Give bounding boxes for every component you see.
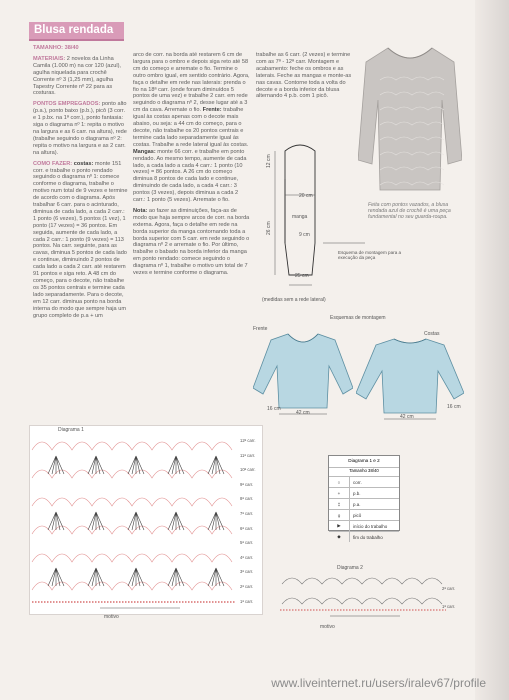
diagram-legend: [328, 455, 400, 540]
single-crochet-icon: +: [329, 488, 350, 498]
legend-row: + p.b.: [329, 487, 399, 498]
row-label: 1ª carr.: [442, 604, 456, 609]
blouse-photo: [358, 40, 462, 200]
diagram-1-motivo: motivo: [104, 614, 119, 620]
diagram-1-row-labels: [240, 434, 270, 609]
legend-row: ○ corr.: [329, 476, 399, 487]
row-label: 7ª carr.: [240, 510, 254, 516]
front-width-label: 42 cm: [296, 410, 310, 416]
row-label: 1ª carr.: [240, 598, 254, 604]
row-label: 8ª carr.: [240, 496, 254, 502]
row-label: 3ª carr.: [240, 569, 254, 575]
size-label: TAMANHO: 38/40: [33, 45, 79, 51]
legend-row: ‡ p.a.: [329, 498, 399, 509]
picot-icon: ǫ: [329, 510, 350, 520]
start-arrow-icon: ▶: [329, 521, 350, 531]
legend-row: ◆ fim do trabalho: [329, 531, 399, 542]
diagram-2-title: Diagrama 2: [337, 565, 363, 571]
assembly-title: Esquemas de montagem: [330, 315, 386, 321]
dim-label-20cm: 20 cm: [299, 193, 313, 199]
materials-block: MATERIAIS: 2 novelos da Linha Camila (1.000 m) na cor 120 (azul), agulha niquelada para crochê Corrente nº 3 (1,25 mm), agulha Tapestry Corrente nº 22 para as costuras.: [33, 55, 121, 97]
back-sleeve-width-label: 16 cm: [447, 404, 461, 410]
column-2: [133, 52, 251, 281]
col2-text: arco de corr. na borda até restarem 6 cm de largura para o ombro e depois siga reto até 58 cm do começo e arremate o fio. Termine o outro ombro igual, em sentido contrário. Agora, faça o detalhe em rede nas laterais: prenda o fio na 18ª carr. (onde foram diminuídos 5 pontos de uma vez) e trabalhe 2 carr. em rede seguindo o diagrama nº 2, desse lugar até a 3 cm da cava. Arremate o fio. Frente: trabalhe igual às costas apenas com o decote mais abaixo, ou seja: a 44 cm do começo, para o decote, não trabalhe os 20 pontos centrais e termine cada lado separadamente igual às costas. Trabalhe a rede lateral igual às costas. Mangas: monte 66 corr. e trabalhe em ponto rendado. Ao mesmo tempo, aumente de cada lado, a cada lado a cada 4 carr.: 1 ponto (10 vezes) = 86 pontos. A 26 cm do começo diminua 8 pontos de cada lado e continue, diminuindo de cada lado, a cada 4 carr.: 3 pontos (3 vezes), depois diminua a cada 2 carr.: 1 ponto (5 vezes). Arremate o fio.: [133, 52, 250, 204]
row-label: 11ª carr.: [240, 452, 256, 458]
diagram-2-row-labels: [442, 580, 468, 616]
col2-note: Nota: ao fazer as diminuições, faça-as de modo que haja sempre arcos de corr. na borda externa. Agora, faça o detalhe em rede na borda superior da manga contornando toda a borda superior com 5 carr. em rede seguindo o diagrama nº 2 e arremate o fio. Por último, trabalhe o babado na borda inferior da manga em ponto rendado: comece seguindo o diagrama nº 1, trabalhe o motivo um total de 7 vezes e termine conforme o diagrama.: [133, 207, 250, 277]
sleeve-label: manga: [292, 214, 308, 220]
dim-label-12cm: 12 cm: [266, 154, 272, 168]
column-1: [33, 45, 129, 323]
back-label: Costas: [424, 331, 440, 337]
legend-subtitle: Tamanho 38/40: [329, 467, 399, 476]
page-title: Blusa rendada: [34, 24, 114, 36]
footer-url: www.liveinternet.ru/users/iralev67/profile: [271, 676, 486, 690]
schematic-footnote: (medidas sem a rede lateral): [262, 297, 326, 303]
sleeve-schematic: [255, 135, 370, 310]
diagram-2-chart: [270, 570, 460, 620]
stitches-block: PONTOS EMPREGADOS: ponto alto (p.a.), ponto baixo (p.b.), picô (3 corr. e 1 p.bx. na 1ª corr.), ponto fantasia: siga o diagrama nº 1: repita o motivo na largura e as 6 carr. na altura), rede (trabalhe seguindo o diagrama nº 2: repita o motivo na largura e as 2 carr. na altura).: [33, 101, 127, 156]
row-label: 2ª carr.: [442, 586, 456, 591]
col3-text: trabalhe as 6 carr. (2 vezes) e termine com as 7ª - 12ª carr. Montagem e acabamento: feche os ombros e as laterais. Feche as mangas e monte-as nas cavas. Contorne toda a volta do decote e a borda inferior da blusa alternando 4 p.b. com 1 picô.: [256, 52, 352, 100]
page-edge-shadow: [475, 0, 509, 700]
legend-title: Diagrama 1 e 2: [348, 458, 380, 463]
chain-icon: ○: [329, 477, 350, 487]
row-label: 5ª carr.: [240, 540, 254, 546]
column-3: [256, 52, 356, 104]
front-assembly-drawing: [253, 328, 353, 418]
row-label: 10ª carr.: [240, 467, 256, 473]
legend-row: ǫ picô: [329, 509, 399, 520]
dim-label-9cm: 9 cm: [299, 232, 310, 238]
double-crochet-icon: ‡: [329, 499, 350, 509]
back-width-label: 42 cm: [400, 414, 414, 420]
front-sleeve-width-label: 16 cm: [267, 406, 281, 412]
schematic-legend-note: Esquema de montagem para a execução da peça: [338, 250, 402, 261]
front-label: Frente: [253, 326, 268, 332]
howto-block: COMO FAZER: costas: monte 151 corr. e trabalhe o ponto rendado seguindo o diagrama nº 1: comece conforme o diagrama, trabalhe o motivo num total de 9 vezes e termine de acordo com o diagrama. Após trabalhar 6 carr. para o acinturado, diminua de cada lado, a cada 2 carr.: 1 ponto (6 vezes), 5 pontos (1 vez), 1 ponto (17 vezes) = 36 pontos. Em seguida, aumente de cada lado, a cada 2 carr.: 1 ponto (9 vezes) = 113 pontos. Na carr. seguinte, para as cavas, diminua 5 pontos de cada lado e continue, diminuindo 2 pontos de cada lado a cada 2 carr. até restarem 91 pontos e siga reto. A 48 cm do começo, para o decote, não trabalhe os 35 pontos centrais e termine cada lado separadamente. Para o decote, em 12 carr. diminua ponto na borda interna do modo que sempre haja um grupo completo de p.a + um: [33, 160, 128, 319]
diagram-1-title: Diagrama 1: [58, 427, 84, 433]
diagram-2-motivo: motivo: [320, 624, 335, 630]
legend-row: ▶ início do trabalho: [329, 520, 399, 531]
row-label: 4ª carr.: [240, 554, 254, 560]
end-marker-icon: ◆: [329, 532, 350, 542]
row-label: 2ª carr.: [240, 583, 254, 589]
dim-label-26cm: 26 cm: [266, 221, 272, 235]
diagram-1-chart: [30, 430, 240, 614]
dim-label-25cm: 25 cm: [295, 273, 309, 279]
row-label: 6ª carr.: [240, 525, 254, 531]
photo-caption: Feita com pontos vazados, a blusa rendada azul de crochê é uma peça fundamental no seu guarda-roupa.: [368, 202, 451, 221]
row-label: 12ª carr.: [240, 438, 256, 443]
row-label: 9ª carr.: [240, 481, 254, 487]
